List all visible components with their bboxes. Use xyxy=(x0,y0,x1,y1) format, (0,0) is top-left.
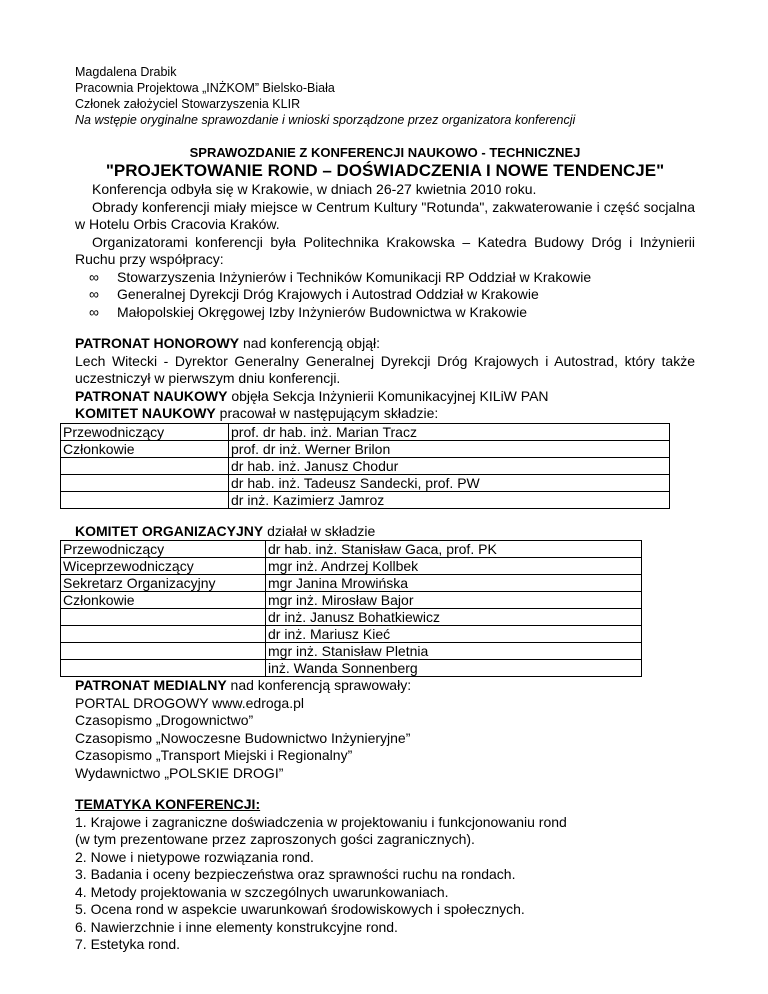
list-item: Czasopismo „Nowoczesne Budownictwo Inżynieryjne” xyxy=(75,729,411,746)
table-row: Członkowie mgr inż. Mirosław Bajor xyxy=(61,592,642,609)
patronage-section xyxy=(75,335,695,423)
table-row: inż. Wanda Sonnenberg xyxy=(61,660,642,677)
intro-paragraph-1: Konferencja odbyła się w Krakowie, w dniach 26-27 kwietnia 2010 roku. xyxy=(92,181,537,197)
media-patronage: PATRONAT MEDIALNY nad konferencją sprawowały: xyxy=(75,677,412,693)
intro-paragraph-2: Obrady konferencji miały miejsce w Centrum Kultury "Rotunda", zakwaterowanie i część socjalna w Hotelu Orbis Cracovia Kraków. xyxy=(75,198,695,232)
document-page xyxy=(63,64,695,954)
table-row: dr hab. inż. Janusz Chodur xyxy=(61,457,670,474)
topics-section xyxy=(75,796,695,954)
scientific-committee-heading: KOMITET NAUKOWY pracował w następującym składzie: xyxy=(75,405,439,421)
list-item: Czasopismo „Transport Miejski i Regionalny” xyxy=(75,747,353,763)
list-item: 2. Nowe i nietypowe rozwiązania rond. xyxy=(75,848,314,865)
author-header xyxy=(75,64,695,128)
table-row: dr hab. inż. Tadeusz Sandecki, prof. PW xyxy=(61,474,670,491)
list-item: 6. Nawierzchnie i inne elementy konstrukcyjne rond. xyxy=(75,918,398,935)
infinity-bullet-icon: ∞ xyxy=(89,268,99,285)
table-row: Przewodniczący dr hab. inż. Stanisław Gaca, prof. PK xyxy=(61,541,642,558)
list-item: 3. Badania i oceny bezpieczeństwa oraz sprawności ruchu na rondach. xyxy=(75,866,516,882)
organizing-committee-heading: KOMITET ORGANIZACYJNY działał w składzie xyxy=(75,522,376,539)
author-membership: Członek założyciel Stowarzyszenia KLIR xyxy=(75,97,301,111)
table-row: dr inż. Janusz Bohatkiewicz xyxy=(61,609,642,626)
table-row: mgr inż. Stanisław Pletnia xyxy=(61,643,642,660)
partners-list xyxy=(75,269,695,322)
list-item: ∞ Generalnej Dyrekcji Dróg Krajowych i Autostrad Oddział w Krakowie xyxy=(89,286,539,302)
list-item: PORTAL DROGOWY www.edroga.pl xyxy=(75,694,304,711)
list-item: Wydawnictwo „POLSKIE DROGI” xyxy=(75,764,284,781)
list-item: 1. Krajowe i zagraniczne doświadczenia w projektowaniu i funkcjonowaniu rond xyxy=(75,813,567,830)
conference-title: "PROJEKTOWANIE ROND – DOŚWIADCZENIA I NOWE TENDENCJE" xyxy=(105,161,665,180)
intro-section xyxy=(75,181,695,321)
honorary-patronage: PATRONAT HONOROWY nad konferencją objął: xyxy=(75,335,380,351)
list-item: (w tym prezentowane przez zaproszonych gości zagranicznych). xyxy=(75,831,475,847)
table-row: Wiceprzewodniczący mgr inż. Andrzej Kollbek xyxy=(61,558,642,575)
list-item: ∞ Stowarzyszenia Inżynierów i Techników Komunikacji RP Oddział w Krakowie xyxy=(89,268,592,285)
intro-note: Na wstępie oryginalne sprawozdanie i wnioski sporządzone przez organizatora konferencji xyxy=(75,113,576,127)
infinity-bullet-icon: ∞ xyxy=(89,286,99,302)
topics-heading: TEMATYKA KONFERENCJI: xyxy=(75,796,261,812)
organizing-committee-table xyxy=(60,540,642,677)
table-row: dr inż. Kazimierz Jamroz xyxy=(61,491,670,508)
list-item: 7. Estetyka rond. xyxy=(75,936,181,952)
author-company: Pracownia Projektowa „INŻKOM” Bielsko-Biała xyxy=(75,81,335,95)
scientific-patronage: PATRONAT NAUKOWY objęła Sekcja Inżynierii Komunikacyjnej KILiW PAN xyxy=(75,387,549,404)
report-title: SPRAWOZDANIE Z KONFERENCJI NAUKOWO - TECHNICZNEJ xyxy=(189,145,581,160)
author-name: Magdalena Drabik xyxy=(75,65,177,79)
list-item: 4. Metody projektowania w szczególnych uwarunkowaniach. xyxy=(75,883,449,900)
media-section xyxy=(75,677,695,782)
table-row: Członkowie prof. dr inż. Werner Brilon xyxy=(61,440,670,457)
list-item: 5. Ocena rond w aspekcie uwarunkowań środowiskowych i społecznych. xyxy=(75,901,525,917)
table-row: dr inż. Mariusz Kieć xyxy=(61,626,642,643)
scientific-committee-table xyxy=(60,423,670,509)
table-row: Przewodniczący prof. dr hab. inż. Marian Tracz xyxy=(61,423,670,440)
list-item: ∞ Małopolskiej Okręgowej Izby Inżynierów Budownictwa w Krakowie xyxy=(89,303,528,320)
infinity-bullet-icon: ∞ xyxy=(89,303,99,320)
honorary-detail: Lech Witecki - Dyrektor Generalny Generalnej Dyrekcji Dróg Krajowych i Autostrad, który także uczestniczył w pierwszym dniu konferencji. xyxy=(75,352,695,386)
intro-paragraph-3: Organizatorami konferencji była Politechnika Krakowska – Katedra Budowy Dróg i Inżynierii Ruchu przy współpracy: xyxy=(75,233,695,267)
list-item: Czasopismo „Drogownictwo” xyxy=(75,712,254,728)
table-row: Sekretarz Organizacyjny mgr Janina Mrowińska xyxy=(61,575,642,592)
